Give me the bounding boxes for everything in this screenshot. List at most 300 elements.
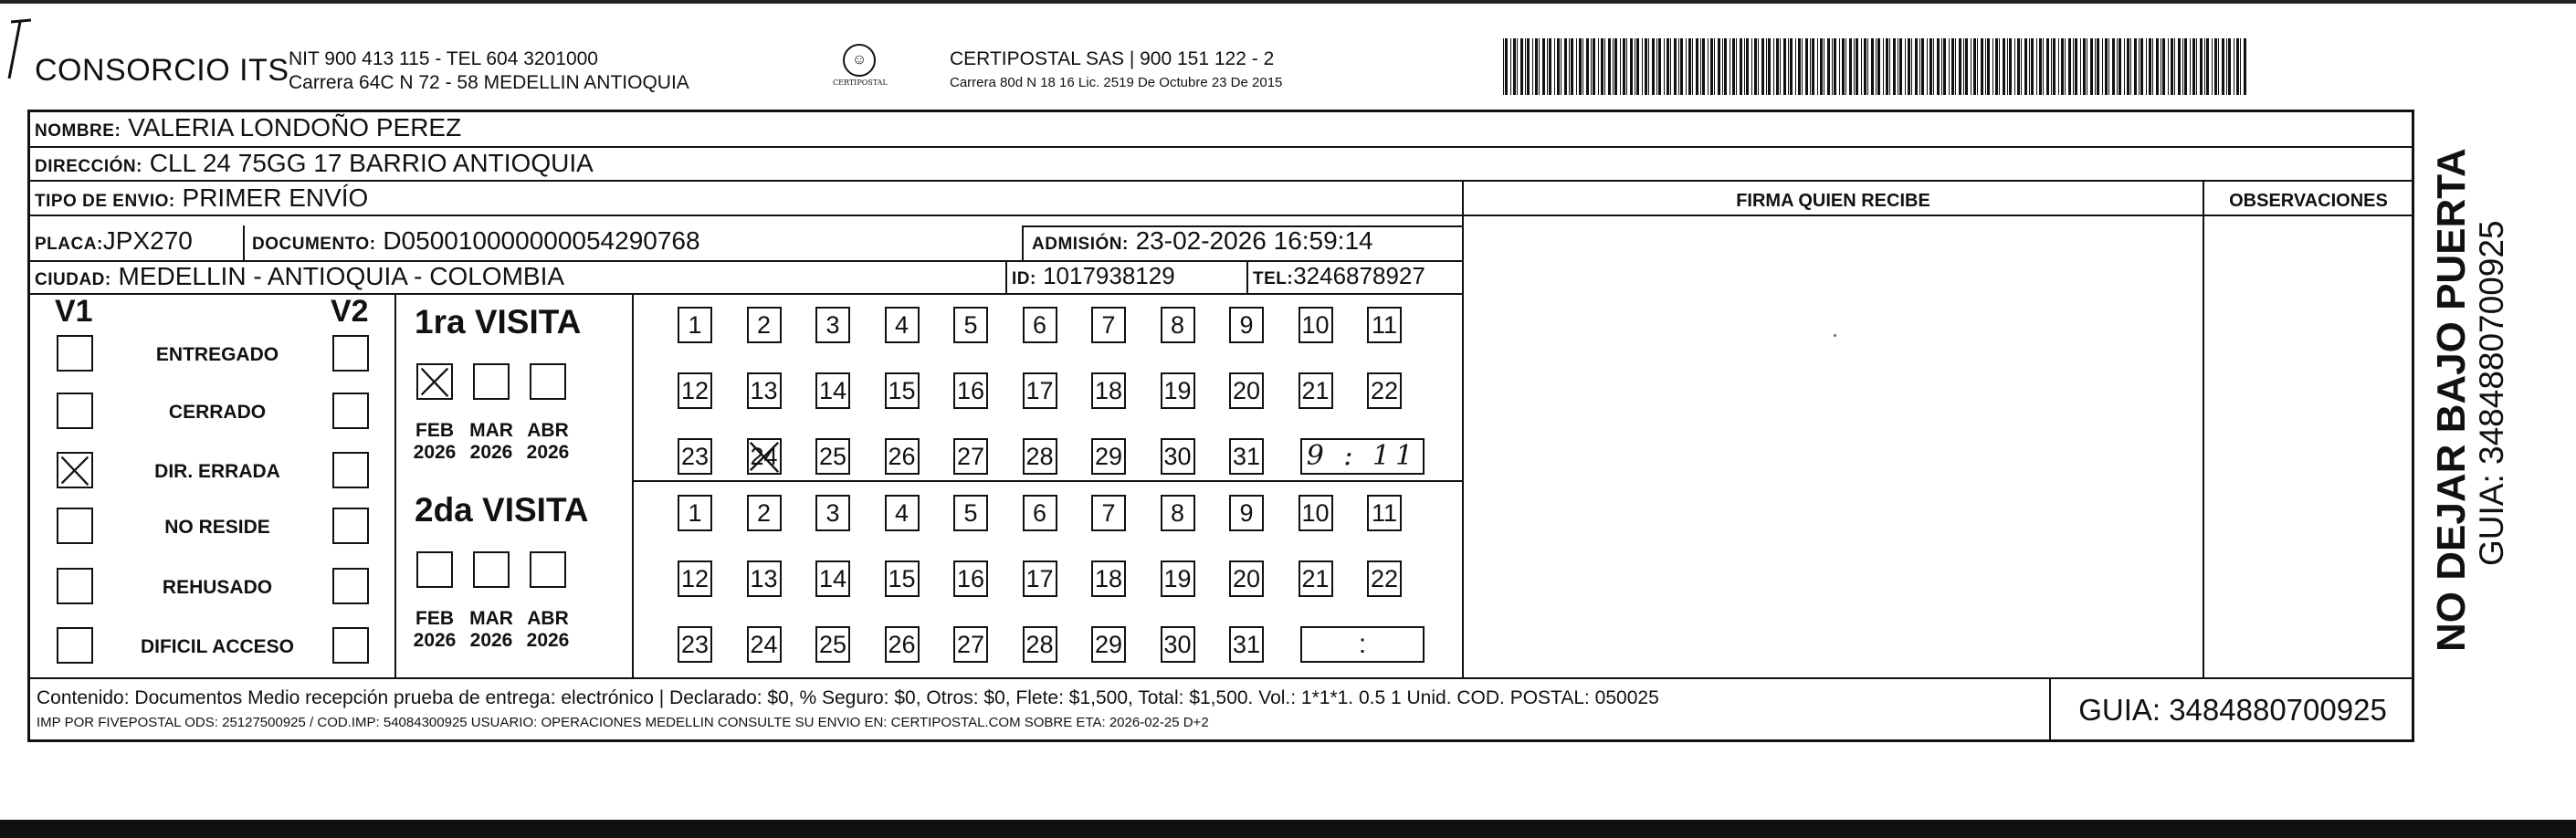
barcode-bar <box>1802 38 1803 95</box>
day-box[interactable]: 18 <box>1091 560 1126 597</box>
day-box[interactable]: 25 <box>815 438 850 475</box>
barcode-bar <box>2206 38 2209 95</box>
barcode-bar <box>1798 38 1801 95</box>
barcode-bar <box>2105 38 2108 95</box>
day-box[interactable]: 17 <box>1023 372 1057 409</box>
barcode-bar <box>1867 38 1868 95</box>
day-box[interactable]: 7 <box>1091 307 1126 343</box>
barcode-bar <box>1510 38 1511 95</box>
barcode-bar <box>1593 38 1595 95</box>
barcode-bar <box>1549 38 1551 95</box>
id-value: 1017938129 <box>1043 262 1175 289</box>
barcode-bar <box>1817 38 1818 95</box>
barcode-bar <box>1614 38 1617 95</box>
barcode-bar <box>1652 38 1655 95</box>
day-box[interactable]: 28 <box>1023 438 1057 475</box>
barcode-bar <box>1790 38 1793 95</box>
status-label: REHUSADO <box>162 577 273 598</box>
tel-label: TEL: <box>1253 269 1294 288</box>
barcode-bar <box>1941 38 1942 95</box>
barcode-bar <box>1751 38 1752 95</box>
barcode-bar <box>1513 38 1516 95</box>
barcode-bar <box>2090 38 2093 95</box>
day-box[interactable]: 15 <box>885 372 920 409</box>
day-box[interactable]: 9 <box>1229 495 1264 531</box>
barcode-bar <box>1812 38 1814 95</box>
day-box[interactable]: 20 <box>1229 372 1264 409</box>
barcode-bar <box>1586 38 1589 95</box>
barcode-bar <box>2244 38 2246 95</box>
barcode-bar <box>2240 38 2241 95</box>
day-box[interactable]: 1 <box>678 495 712 531</box>
barcode-bar <box>1889 38 1890 95</box>
barcode-bar <box>1718 38 1720 95</box>
day-box[interactable]: 4 <box>885 307 920 343</box>
v2-checkbox[interactable] <box>332 452 369 488</box>
cell-divider <box>243 225 245 260</box>
footer-content: Contenido: Documentos Medio recepción prueba de entrega: electrónico | Declarado: $0, % Seguro: $0, Otros: $0, Flete: $1,500, Total: $1,500. Vol.: 1*1*1. 0.5 1 Unid. COD. POSTAL: 050025 <box>37 687 1659 708</box>
barcode-bar <box>2156 38 2159 95</box>
field-tel <box>1253 262 1425 290</box>
barcode-bar <box>1636 38 1639 95</box>
day-box[interactable]: 23 <box>678 626 712 663</box>
barcode-bar <box>1547 38 1548 95</box>
day-box[interactable]: 27 <box>953 626 988 663</box>
barcode-bar <box>1535 38 1538 95</box>
visit-time-field[interactable]: 9 : 11 <box>1300 438 1425 475</box>
day-box[interactable]: 30 <box>1161 626 1195 663</box>
barcode-bar <box>1667 38 1669 95</box>
barcode-bar <box>1732 38 1735 95</box>
day-box[interactable]: 26 <box>885 626 920 663</box>
day-box[interactable]: 3 <box>815 307 850 343</box>
day-box[interactable]: 2 <box>747 495 782 531</box>
barcode-bar <box>2196 38 2197 95</box>
ciudad-value: MEDELLIN - ANTIOQUIA - COLOMBIA <box>118 262 565 290</box>
barcode-bar <box>2190 38 2191 95</box>
barcode-bar <box>1963 38 1964 95</box>
barcode-bar <box>1758 38 1759 95</box>
month-year: 2026 <box>413 442 457 463</box>
day-box[interactable]: 9 <box>1229 307 1264 343</box>
day-box[interactable]: 23 <box>678 438 712 475</box>
barcode-bar <box>1981 38 1983 95</box>
barcode-bar <box>1795 38 1796 95</box>
day-box[interactable]: 11 <box>1367 307 1402 343</box>
footer-print-info: IMP POR FIVEPOSTAL ODS: 25127500925 / COD.IMP: 54084300925 USUARIO: OPERACIONES MEDELLIN CONSULTE SU ENVIO EN: CERTIPOSTAL.COM SOBRE ETA: 2026-02-25 D+2 <box>37 715 1209 730</box>
company-nit: NIT 900 413 115 - TEL 604 3201000 <box>289 48 598 69</box>
barcode-bar <box>1613 38 1614 95</box>
barcode-bar <box>1517 38 1518 95</box>
barcode-bar <box>1959 38 1961 95</box>
month-checkbox[interactable] <box>530 363 566 400</box>
barcode-bar <box>1724 38 1727 95</box>
barcode-bar <box>1877 38 1880 95</box>
barcode-bar <box>2017 38 2020 95</box>
barcode-bar <box>2184 38 2187 95</box>
day-box[interactable]: 8 <box>1161 307 1195 343</box>
day-box[interactable]: 27 <box>953 438 988 475</box>
barcode-bar <box>1656 38 1657 95</box>
day-box[interactable]: 22 <box>1367 560 1402 597</box>
barcode-bar <box>2053 38 2056 95</box>
barcode-bar <box>1542 38 1545 95</box>
field-admision <box>1032 226 1373 256</box>
day-box[interactable]: 7 <box>1091 495 1126 531</box>
barcode-bar <box>2212 38 2213 95</box>
barcode-bar <box>1768 38 1771 95</box>
nombre-value: VALERIA LONDOÑO PEREZ <box>128 113 462 141</box>
barcode-bar <box>1810 38 1811 95</box>
day-box[interactable]: 19 <box>1161 372 1195 409</box>
barcode-bar <box>1604 38 1605 95</box>
barcode-bar <box>1648 38 1649 95</box>
v1-checkbox[interactable] <box>57 568 93 604</box>
month-checkbox[interactable] <box>416 363 453 400</box>
day-box[interactable]: 10 <box>1299 495 1333 531</box>
company-info <box>289 47 689 95</box>
direccion-label: DIRECCIÓN: <box>35 157 142 176</box>
month-name: FEB <box>415 420 454 441</box>
day-box[interactable]: 12 <box>678 372 712 409</box>
barcode-bar <box>1861 38 1862 95</box>
barcode-bar <box>1955 38 1956 95</box>
barcode-bar <box>2039 38 2042 95</box>
barcode-bar <box>2097 38 2099 95</box>
row-divider <box>27 146 2414 148</box>
status-label: NO RESIDE <box>164 517 270 538</box>
day-box[interactable]: 12 <box>678 560 712 597</box>
visit-time-field[interactable]: : <box>1300 626 1425 663</box>
barcode-bar <box>1899 38 1902 95</box>
barcode-bar <box>1692 38 1693 95</box>
barcode-bar <box>1688 38 1691 95</box>
day-box[interactable]: 29 <box>1091 626 1126 663</box>
day-box[interactable]: 26 <box>885 438 920 475</box>
barcode-bar <box>1678 38 1679 95</box>
month-label <box>466 608 517 652</box>
row-divider <box>27 293 1464 295</box>
barcode-bar <box>1773 38 1774 95</box>
cell-divider <box>1246 260 1248 293</box>
day-box[interactable]: 31 <box>1229 626 1264 663</box>
day-box[interactable]: 31 <box>1229 438 1264 475</box>
barcode-bar <box>1664 38 1665 95</box>
barcode <box>1503 38 2250 95</box>
barcode-bar <box>1919 38 1920 95</box>
month-label <box>409 420 460 464</box>
barcode-bar <box>2124 38 2125 95</box>
month-name: FEB <box>415 608 454 629</box>
status-label: DIR. ERRADA <box>154 461 280 482</box>
barcode-bar <box>1883 38 1884 95</box>
barcode-bar <box>2192 38 2195 95</box>
day-box[interactable]: 29 <box>1091 438 1126 475</box>
row-divider <box>27 215 2414 216</box>
barcode-bar <box>1943 38 1946 95</box>
barcode-bar <box>1700 38 1701 95</box>
day-box[interactable]: 20 <box>1229 560 1264 597</box>
v2-checkbox[interactable] <box>332 508 369 544</box>
barcode-bar <box>2061 38 2064 95</box>
v1-checkbox[interactable] <box>57 335 93 372</box>
barcode-bar <box>1929 38 1932 95</box>
barcode-bar <box>2009 38 2012 95</box>
barcode-bar <box>1805 38 1808 95</box>
barcode-bar <box>1842 38 1845 95</box>
month-name: ABR <box>527 420 569 441</box>
field-nombre <box>35 113 461 142</box>
barcode-bar <box>1645 38 1647 95</box>
barcode-bar <box>2149 38 2151 95</box>
barcode-bar <box>1933 38 1934 95</box>
logo-emblem-icon: ☺ <box>843 44 876 77</box>
day-box[interactable]: 13 <box>747 560 782 597</box>
day-box[interactable]: 15 <box>885 560 920 597</box>
barcode-bar <box>2108 38 2109 95</box>
day-box[interactable]: 19 <box>1161 560 1195 597</box>
day-box[interactable]: 1 <box>678 307 712 343</box>
day-box[interactable]: 21 <box>1299 560 1333 597</box>
barcode-bar <box>2171 38 2173 95</box>
v1-checkbox[interactable] <box>57 452 93 488</box>
barcode-bar <box>1525 38 1526 95</box>
barcode-bar <box>1973 38 1976 95</box>
barcode-bar <box>1783 38 1786 95</box>
barcode-bar <box>1564 38 1567 95</box>
admision-label: ADMISIÓN: <box>1032 235 1129 254</box>
courier-nit: CERTIPOSTAL SAS | 900 151 122 - 2 <box>950 48 1275 69</box>
barcode-bar <box>1927 38 1928 95</box>
cell-divider <box>1022 225 1024 260</box>
field-id <box>1012 262 1175 290</box>
month-year: 2026 <box>469 630 513 651</box>
certipostal-logo <box>833 44 886 95</box>
day-box[interactable]: 16 <box>953 372 988 409</box>
barcode-bar <box>2014 38 2015 95</box>
barcode-bar <box>1921 38 1924 95</box>
barcode-bar <box>1736 38 1737 95</box>
barcode-bar <box>1520 38 1523 95</box>
day-box[interactable]: 22 <box>1367 372 1402 409</box>
barcode-bar <box>1995 38 1998 95</box>
barcode-bar <box>1714 38 1715 95</box>
barcode-bar <box>1630 38 1633 95</box>
barcode-bar <box>1571 38 1573 95</box>
barcode-bar <box>1780 38 1781 95</box>
direccion-value: CLL 24 75GG 17 BARRIO ANTIOQUIA <box>149 149 594 177</box>
barcode-bar <box>1985 38 1986 95</box>
status-label: ENTREGADO <box>155 344 279 365</box>
v2-checkbox[interactable] <box>332 393 369 429</box>
barcode-bar <box>1623 38 1625 95</box>
day-box[interactable]: 2 <box>747 307 782 343</box>
status-label: CERRADO <box>168 402 267 423</box>
barcode-bar <box>1905 38 1906 95</box>
barcode-bar <box>1744 38 1745 95</box>
visit-title: 1ra VISITA <box>415 303 582 340</box>
barcode-bar <box>1977 38 1978 95</box>
month-checkbox[interactable] <box>473 551 510 588</box>
barcode-bar <box>1915 38 1918 95</box>
barcode-bar <box>1505 38 1508 95</box>
barcode-bar <box>1539 38 1540 95</box>
day-box[interactable]: 25 <box>815 626 850 663</box>
barcode-bar <box>1849 38 1852 95</box>
day-box[interactable]: 18 <box>1091 372 1126 409</box>
month-checkbox[interactable] <box>473 363 510 400</box>
barcode-bar <box>1886 38 1888 95</box>
logo-text: CERTIPOSTAL <box>833 79 888 87</box>
month-name: MAR <box>469 608 513 629</box>
barcode-bar <box>1911 38 1912 95</box>
col-divider <box>394 293 396 677</box>
barcode-bar <box>1503 38 1504 95</box>
col-divider <box>1462 180 1464 677</box>
barcode-bar <box>1965 38 1968 95</box>
barcode-bar <box>1746 38 1749 95</box>
barcode-bar <box>2031 38 2034 95</box>
day-box[interactable]: 21 <box>1299 372 1333 409</box>
day-box[interactable]: 24 <box>747 626 782 663</box>
barcode-bar <box>2024 38 2027 95</box>
field-tipo <box>35 183 368 213</box>
v2-checkbox[interactable] <box>332 568 369 604</box>
day-box[interactable]: 24 <box>747 438 782 475</box>
barcode-bar <box>1740 38 1742 95</box>
day-box[interactable]: 14 <box>815 372 850 409</box>
barcode-bar <box>2162 38 2165 95</box>
barcode-bar <box>1854 38 1855 95</box>
barcode-bar <box>2068 38 2071 95</box>
company-name: CONSORCIO ITS <box>35 53 289 88</box>
bottom-edge <box>0 820 2576 838</box>
check-mark-icon <box>58 454 91 487</box>
cell-divider <box>1005 260 1007 293</box>
v2-checkbox[interactable] <box>332 335 369 372</box>
barcode-bar <box>1834 38 1836 95</box>
v1-checkbox[interactable] <box>57 508 93 544</box>
day-box[interactable]: 8 <box>1161 495 1195 531</box>
day-check-overlay <box>747 438 782 475</box>
barcode-bar <box>1776 38 1779 95</box>
barcode-bar <box>2218 38 2219 95</box>
barcode-bar <box>2168 38 2169 95</box>
day-box[interactable]: 16 <box>953 560 988 597</box>
check-mark-icon <box>747 438 782 475</box>
ciudad-label: CIUDAD: <box>35 270 111 289</box>
barcode-bar <box>2222 38 2224 95</box>
barcode-bar <box>2178 38 2181 95</box>
side-notice: NO DEJAR BAJO PUERTA <box>2429 148 2474 652</box>
barcode-bar <box>2058 38 2059 95</box>
barcode-bar <box>1601 38 1603 95</box>
month-year: 2026 <box>526 630 570 651</box>
v1-checkbox[interactable] <box>57 627 93 664</box>
month-name: MAR <box>469 420 513 441</box>
day-box[interactable]: 3 <box>815 495 850 531</box>
barcode-bar <box>1569 38 1570 95</box>
barcode-bar <box>1674 38 1677 95</box>
barcode-bar <box>1766 38 1767 95</box>
barcode-bar <box>2003 38 2005 95</box>
tipo-label: TIPO DE ENVIO: <box>35 192 175 211</box>
month-label <box>522 420 573 464</box>
barcode-bar <box>2043 38 2044 95</box>
barcode-bar <box>2051 38 2052 95</box>
admision-value: 23-02-2026 16:59:14 <box>1135 226 1373 255</box>
day-box[interactable]: 14 <box>815 560 850 597</box>
barcode-bar <box>1827 38 1830 95</box>
v1-checkbox[interactable] <box>57 393 93 429</box>
day-box[interactable]: 11 <box>1367 495 1402 531</box>
barcode-bar <box>1658 38 1661 95</box>
barcode-bar <box>2182 38 2183 95</box>
barcode-bar <box>2119 38 2121 95</box>
barcode-bar <box>1820 38 1823 95</box>
day-box[interactable]: 5 <box>953 307 988 343</box>
barcode-bar <box>2152 38 2153 95</box>
barcode-bar <box>1532 38 1533 95</box>
barcode-bar <box>2214 38 2217 95</box>
barcode-bar <box>1642 38 1643 95</box>
barcode-bar <box>2080 38 2081 95</box>
day-box[interactable]: 17 <box>1023 560 1057 597</box>
pen-mark <box>4 18 37 84</box>
barcode-bar <box>1582 38 1583 95</box>
day-box[interactable]: 10 <box>1299 307 1333 343</box>
day-box[interactable]: 6 <box>1023 495 1057 531</box>
barcode-bar <box>2046 38 2049 95</box>
v2-checkbox[interactable] <box>332 627 369 664</box>
col-divider <box>2203 180 2204 677</box>
barcode-bar <box>1876 38 1877 95</box>
barcode-bar <box>1761 38 1764 95</box>
month-label <box>409 608 460 652</box>
barcode-bar <box>1576 38 1577 95</box>
barcode-bar <box>1708 38 1709 95</box>
month-checkbox[interactable] <box>530 551 566 588</box>
firma-header: FIRMA QUIEN RECIBE <box>1736 191 1930 211</box>
barcode-bar <box>1591 38 1592 95</box>
month-checkbox[interactable] <box>416 551 453 588</box>
barcode-bar <box>2029 38 2030 95</box>
month-year: 2026 <box>413 630 457 651</box>
barcode-bar <box>1557 38 1560 95</box>
day-box[interactable]: 30 <box>1161 438 1195 475</box>
barcode-bar <box>2117 38 2118 95</box>
day-box[interactable]: 4 <box>885 495 920 531</box>
stray-dot <box>1834 334 1836 337</box>
guia-number: GUIA: 3484880700925 <box>2049 677 2414 742</box>
barcode-bar <box>2065 38 2066 95</box>
barcode-bar <box>2228 38 2231 95</box>
day-box[interactable]: 5 <box>953 495 988 531</box>
check-mark-icon <box>418 365 451 398</box>
barcode-bar <box>2007 38 2008 95</box>
id-label: ID: <box>1012 269 1036 288</box>
barcode-bar <box>1680 38 1683 95</box>
month-year: 2026 <box>526 442 570 463</box>
day-box[interactable]: 28 <box>1023 626 1057 663</box>
barcode-bar <box>1987 38 1990 95</box>
barcode-bar <box>1608 38 1611 95</box>
day-box[interactable]: 13 <box>747 372 782 409</box>
nombre-label: NOMBRE: <box>35 121 121 141</box>
barcode-bar <box>1845 38 1846 95</box>
day-box[interactable]: 6 <box>1023 307 1057 343</box>
barcode-bar <box>2139 38 2140 95</box>
